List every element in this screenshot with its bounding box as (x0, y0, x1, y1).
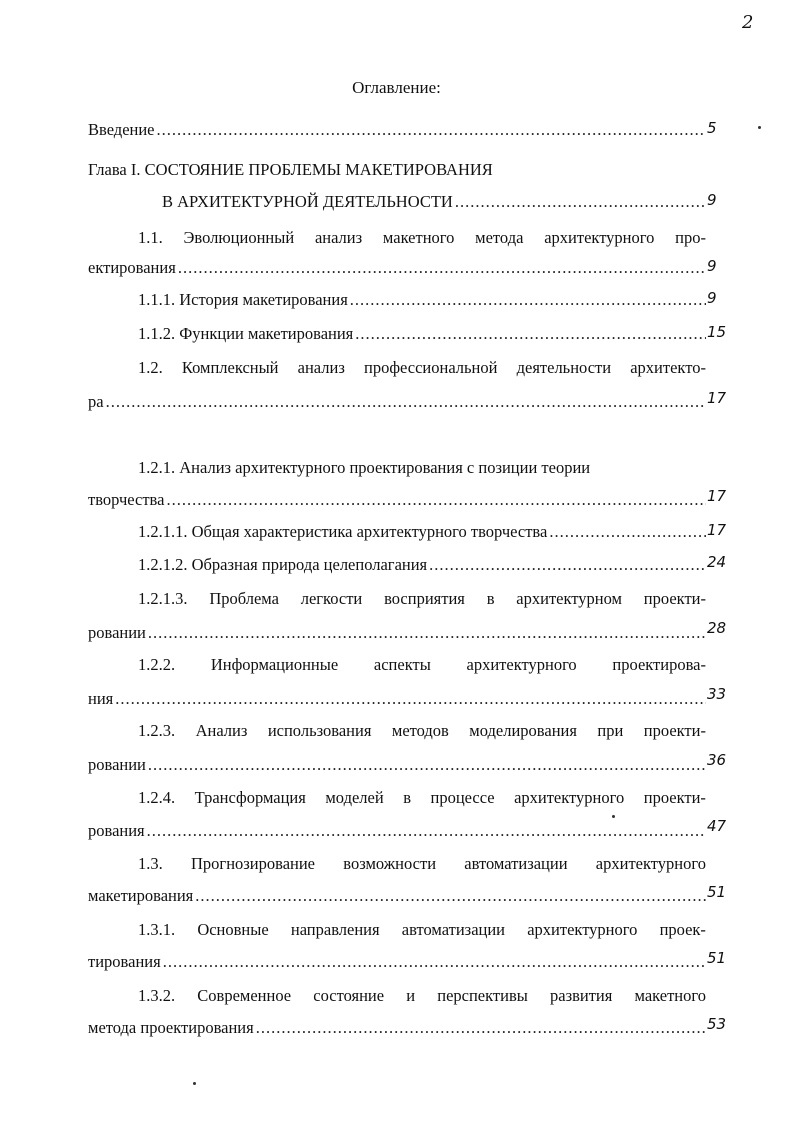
toc-entry-1-2-1-3: 1.2.1.3. Проблема легкости восприятия в архитектурном проекти- (138, 589, 706, 608)
toc-entry-1-3-2: 1.3.2. Современное состояние и перспективы развития макетного (138, 986, 706, 1005)
toc-page-1-2-1-1: 17 (707, 521, 727, 539)
toc-entry-intro: Введение ..... (88, 118, 706, 142)
toc-entry-1-2-1-cont: творчества ..... (88, 488, 706, 512)
toc-page-1-2-1-2: 24 (707, 553, 727, 571)
toc-page-1-2-2: 33 (707, 685, 727, 703)
toc-entry-1-2-1-3-cont: ровании ..... (88, 621, 706, 645)
toc-entry-1-3: 1.3. Прогнозирование возможности автоматизации архитектурного (138, 854, 706, 873)
toc-entry-1-1-2: 1.1.2. Функции макетирования ..... (138, 322, 706, 346)
toc-page-chapter-1: 9 (707, 191, 717, 209)
scan-speck (193, 1082, 196, 1085)
toc-entry-1-2-1-2: 1.2.1.2. Образная природа целеполагания ..... (138, 553, 706, 577)
toc-entry-1-2-1: 1.2.1. Анализ архитектурного проектирования с позиции теории (138, 458, 591, 477)
toc-page-1-2-3: 36 (707, 751, 727, 769)
toc-page-1-2-1: 17 (707, 487, 727, 505)
toc-page-1-1-1: 9 (707, 289, 717, 307)
toc-chapter-1-line-2: В АРХИТЕКТУРНОЙ ДЕЯТЕЛЬНОСТИ ..... (162, 190, 706, 214)
toc-page-1-1-2: 15 (707, 323, 727, 341)
toc-entry-1-1-cont: ектирования ..... (88, 256, 706, 280)
toc-page-1-3-1: 51 (707, 949, 727, 967)
toc-entry-1-3-1: 1.3.1. Основные направления автоматизации архитектурного проек- (138, 920, 706, 939)
toc-entry-1-2: 1.2. Комплексный анализ профессиональной деятельности архитекто- (138, 358, 706, 377)
scan-speck (758, 126, 761, 129)
toc-entry-1-1-1: 1.1.1. История макетирования ..... (138, 288, 706, 312)
toc-page-intro: 5 (707, 119, 717, 137)
toc-page-1-2-1-3: 28 (707, 619, 727, 637)
toc-entry-1-2-4: 1.2.4. Трансформация моделей в процессе архитектурного проекти- (138, 788, 706, 807)
toc-entry-1-2-3-cont: ровании ..... (88, 753, 706, 777)
toc-entry-1-2-2: 1.2.2. Информационные аспекты архитектурного проектирова- (138, 655, 706, 674)
toc-entry-1-3-2-cont: метода проектирования ..... (88, 1016, 706, 1040)
toc-entry-1-2-4-cont: рования ..... (88, 819, 706, 843)
toc-entry-1-3-cont: макетирования ..... (88, 884, 706, 908)
toc-page-1-1: 9 (707, 257, 717, 275)
toc-page-1-3: 51 (707, 883, 727, 901)
toc-entry-1-2-2-cont: ния ..... (88, 687, 706, 711)
toc-chapter-1-line-1: Глава I. СОСТОЯНИЕ ПРОБЛЕМЫ МАКЕТИРОВАНИЯ (88, 160, 493, 179)
toc-entry-1-2-cont: ра ..... (88, 390, 706, 414)
toc-entry-1-1: 1.1. Эволюционный анализ макетного метода архитектурного про- (138, 228, 706, 247)
toc-entry-1-3-1-cont: тирования ..... (88, 950, 706, 974)
toc-page-1-2-4: 47 (707, 817, 727, 835)
page-number: 2 (742, 12, 754, 33)
toc-title: Оглавление: (352, 78, 441, 97)
toc-entry-1-2-3: 1.2.3. Анализ использования методов моделирования при проекти- (138, 721, 706, 740)
toc-entry-1-2-1-1: 1.2.1.1. Общая характеристика архитектурного творчества ..... (138, 520, 706, 544)
toc-page-1-3-2: 53 (707, 1015, 727, 1033)
scan-speck (612, 815, 615, 818)
toc-page-1-2: 17 (707, 389, 727, 407)
